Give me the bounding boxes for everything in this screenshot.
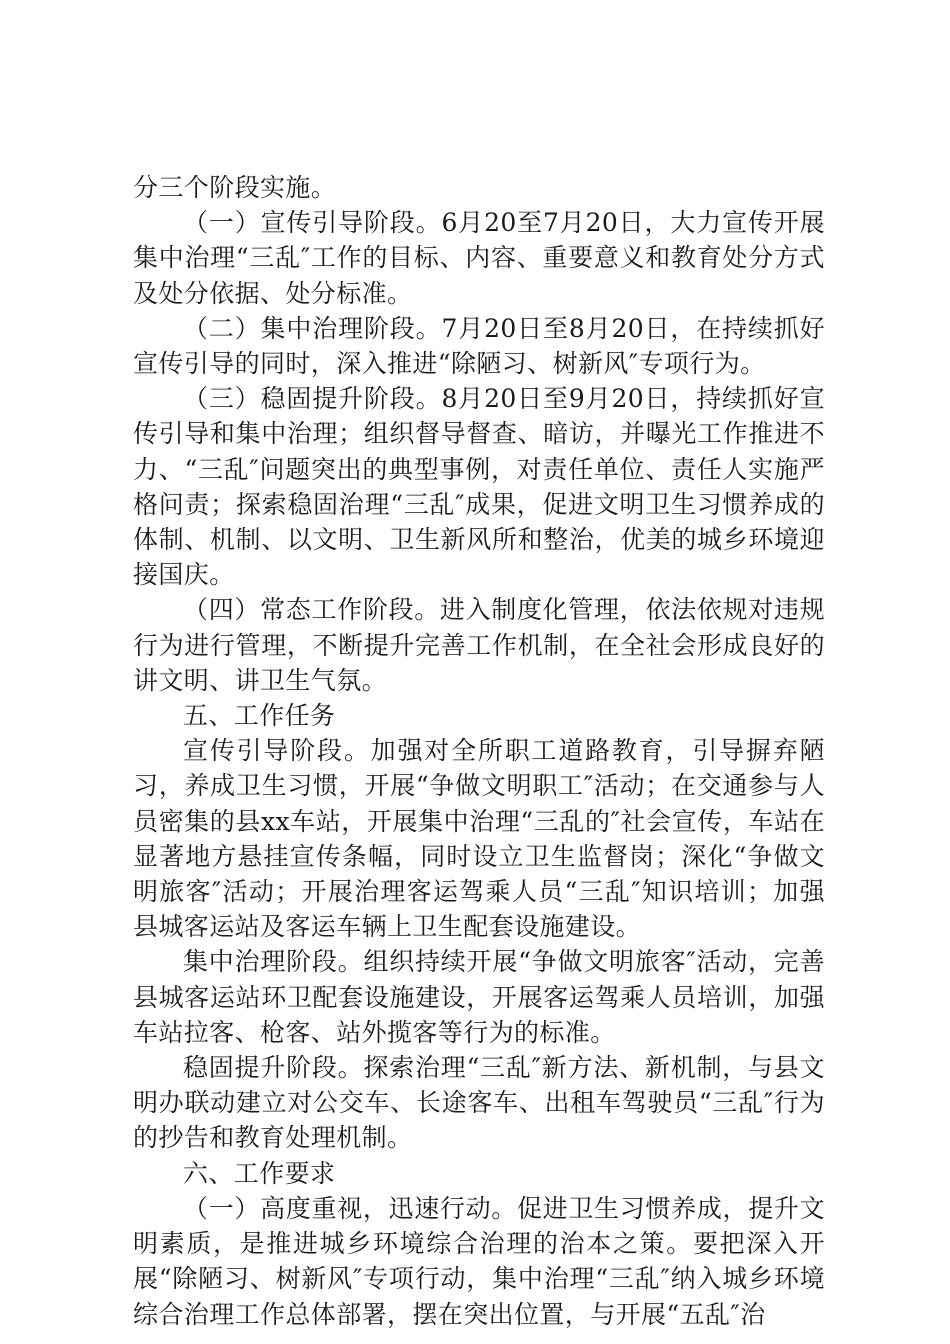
section-heading-tasks: 五、工作任务 [183, 701, 336, 731]
paragraph-task-centralized: 集中治理阶段。组织持续开展“争做文明旅客″活动，完善县城客运站环卫配套设施建设，开展客运驾乘人员培训，加强车站拉客、枪客、站外揽客等行为的标准。 [133, 947, 825, 1047]
paragraph-intro: 分三个阶段实施。 [133, 173, 337, 202]
section-heading-requirements: 六、工作要求 [183, 1158, 336, 1188]
paragraph-stage-four: （四）常态工作阶段。进入制度化管理，依法依规对违规行为进行管理，不断提升完善工作机制，在全社会形成良好的讲文明、讲卫生气氛。 [133, 595, 825, 695]
paragraph-task-publicity: 宣传引导阶段。加强对全所职工道路教育，引导摒弃陋习，养成卫生习惯，开展“争做文明职工″活动；在交通参与人员密集的县xx车站，开展集中治理“三乱的″社会宣传，车站在显著地方悬挂宣传条幅，同时设立卫生监督岗；深化“争做文明旅客″活动；开展治理客运驾乘人员“三乱″知识培训；加强县城客运站及客运车辆上卫生配套设施建设。 [133, 736, 825, 942]
paragraph-task-consolidation: 稳固提升阶段。探索治理“三乱″新方法、新机制，与县文明办联动建立对公交车、长途客车、出租车驾驶员“三乱″行为的抄告和教育处理机制。 [133, 1053, 825, 1153]
paragraph-stage-one: （一）宣传引导阶段。6月20至7月20日，大力宣传开展集中治理“三乱″工作的目标、内容、重要意义和教育处分方式及处分依据、处分标准。 [133, 208, 825, 308]
paragraph-requirement-one: （一）高度重视，迅速行动。促进卫生习惯养成，提升文明素质，是推进城乡环境综合治理的治本之策。要把深入开展“除陋习、树新风″专项行动，集中治理“三乱″纳入城乡环境综合治理工作总体部署，摆在突出位置，与开展“五乱″治 [133, 1193, 825, 1329]
paragraph-stage-two: （二）集中治理阶段。7月20日至8月20日，在持续抓好宣传引导的同时，深入推进“除陋习、树新风″专项行为。 [133, 313, 825, 379]
document-body [133, 170, 825, 1332]
paragraph-stage-three: （三）稳固提升阶段。8月20日至9月20日，持续抓好宣传引导和集中治理；组织督导督查、暗访，并曝光工作推进不力、“三乱″问题突出的典型事例，对责任单位、责任人实施严格问责；探索稳固治理“三乱″成果，促进文明卫生习惯养成的体制、机制、以文明、卫生新风所和整治，优美的城乡环境迎接国庆。 [133, 384, 825, 590]
